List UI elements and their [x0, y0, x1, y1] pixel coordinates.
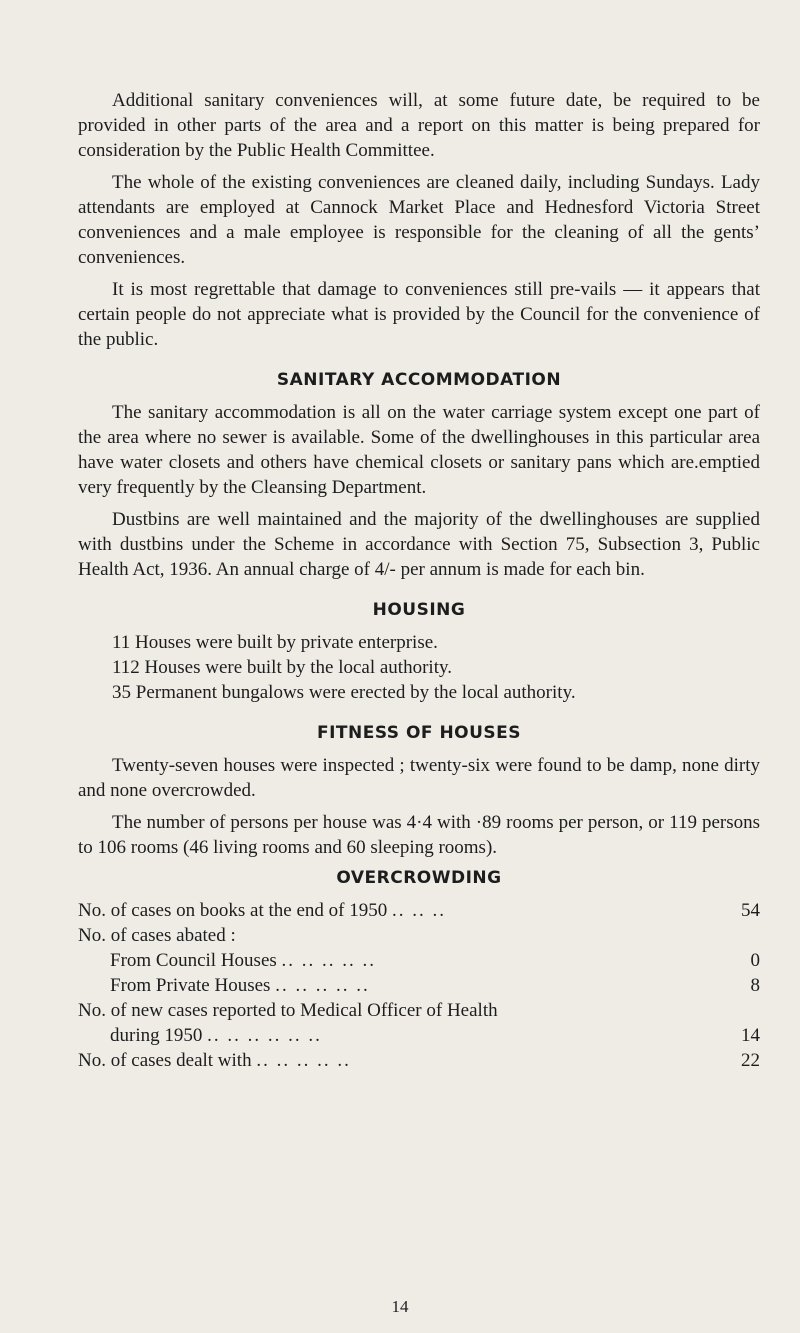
sanitary-paragraph-1: The sanitary accommodation is all on the water carriage system except one part of the area where no sewer is available. Some of the dwellinghouses in this particular area have water closets and others have chemical closets or sanitary pans which are.emptied very frequently by the Cleansing Department. [78, 402, 760, 498]
row-value: 8 [750, 975, 760, 996]
row-value [730, 998, 760, 1023]
fitness-heading: FITNESS OF HOUSES [316, 723, 522, 743]
intro-paragraph-3: It is most regrettable that damage to conveniences still pre-vails — it appears that certain people do not appreciate what is provided by the Council for the convenience of the public. [78, 279, 760, 350]
fitness-paragraph-1: Twenty-seven houses were inspected ; twenty-six were found to be damp, none dirty and none overcrowded. [78, 755, 760, 801]
row-label: No. of cases on books at the end of 1950 [78, 900, 388, 921]
table-row [78, 998, 760, 1023]
row-value [730, 923, 760, 948]
row-dots: .. .. .. .. .. [256, 1050, 351, 1071]
page-number: 14 [391, 1297, 409, 1316]
sanitary-paragraph-2: Dustbins are well maintained and the majority of the dwellinghouses are supplied with dustbins under the Scheme in accordance with Section 75, Subsection 3, Public Health Act, 1936. An annual charge of 4/- per annum is made for each bin. [78, 509, 760, 580]
overcrowding-heading: OVERCROWDING [336, 868, 502, 888]
housing-line: 35 Permanent bungalows were erected by the local authority. [112, 682, 576, 703]
housing-heading: HOUSING [372, 600, 466, 620]
row-value: 54 [741, 900, 760, 921]
table-row [78, 948, 760, 973]
row-dots: .. .. .. .. .. [281, 950, 377, 971]
fitness-paragraph-2: The number of persons per house was 4·4 with ·89 rooms per person, or 119 persons to 106 rooms (46 living rooms and 60 sleeping rooms). [78, 812, 760, 858]
row-label: during 1950 [110, 1025, 203, 1046]
row-label: No. of cases abated : [78, 925, 236, 946]
housing-line: 11 Houses were built by private enterprise. [112, 632, 438, 653]
row-value: 14 [741, 1025, 760, 1046]
table-row [78, 1048, 760, 1073]
row-dots: .. .. .. .. .. .. [207, 1025, 322, 1046]
table-row [78, 973, 760, 998]
row-label: From Council Houses [110, 950, 277, 971]
table-row [78, 923, 760, 948]
row-label: From Private Houses [110, 975, 271, 996]
row-label: No. of new cases reported to Medical Officer of Health [78, 1000, 498, 1021]
row-value: 0 [750, 950, 760, 971]
row-label: No. of cases dealt with [78, 1050, 252, 1071]
intro-paragraph-1: Additional sanitary conveniences will, at some future date, be required to be provided in other parts of the area and a report on this matter is being prepared for consideration by the Public Health Committee. [78, 90, 760, 161]
table-row [78, 898, 760, 923]
row-dots: .. .. .. [391, 900, 446, 921]
row-value: 22 [741, 1050, 760, 1071]
intro-paragraph-2: The whole of the existing conveniences are cleaned daily, including Sundays. Lady attendants are employed at Cannock Market Place and Hednesford Victoria Street conveniences and a male employee is responsible for the cleaning of all the gents’ conveniences. [78, 172, 760, 268]
housing-line: 112 Houses were built by the local authority. [112, 657, 452, 678]
overcrowding-table [78, 898, 760, 1073]
housing-list [78, 630, 760, 705]
sanitary-heading: SANITARY ACCOMMODATION [276, 370, 562, 390]
table-row [78, 1023, 760, 1048]
row-dots: .. .. .. .. .. [275, 975, 370, 996]
